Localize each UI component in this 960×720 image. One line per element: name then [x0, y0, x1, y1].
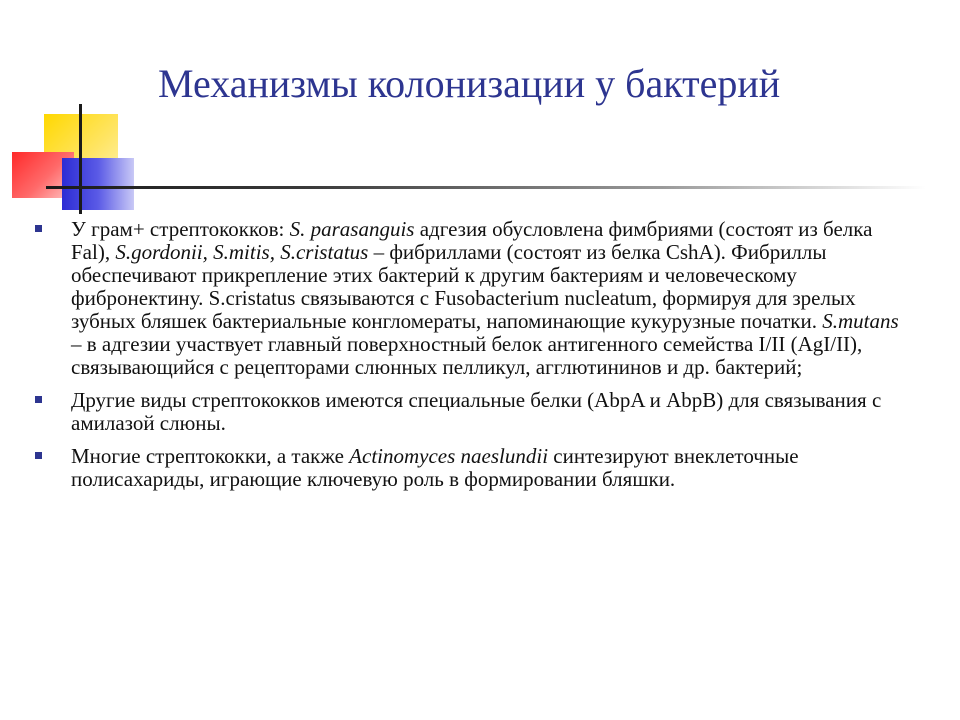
decor-vertical-line	[79, 104, 82, 214]
slide-title: Механизмы колонизации у бактерий	[158, 61, 781, 106]
species-name-italic: Actinomyces naeslundii	[349, 444, 549, 468]
bullet-text	[71, 444, 799, 491]
species-name-italic: S.gordonii, S.mitis, S.cristatus	[115, 240, 369, 264]
square-bullet-icon	[35, 225, 42, 232]
title-underline	[46, 186, 926, 189]
species-name-italic: S. parasanguis	[289, 217, 415, 241]
text-segment: У грам+ стрептококков:	[71, 217, 290, 241]
text-segment: Другие виды стрептококков имеются специальные белки (AbpA и AbpB) для связывания с амилазой слюны.	[71, 388, 882, 435]
decor-blue-square	[62, 158, 134, 210]
bullet-text	[71, 217, 899, 379]
text-segment: – в адгезии участвует главный поверхностный белок антигенного семейства I/II (AgI/II), связывающийся с рецепторами слюнных пелликул, агглютининов и др. бактерий;	[71, 332, 863, 379]
text-segment: – фибриллами (состоят из белка CshA). Фибриллы обеспечивают прикрепление этих бактерий к другим бактериям и человеческому фибронектину. S.cristatus связываются с Fusobacterium nucleatum, формируя для зрелых зубных бляшек бактериальные конгломераты, напоминающие кукурузные початки.	[71, 240, 856, 333]
bullet-text	[71, 388, 881, 435]
text-segment: адгезия обусловлена фимбриями (состоят из белка Fal),	[71, 217, 873, 264]
bullet-item-amylase-binding	[34, 389, 914, 435]
species-name-italic: S.mutans	[822, 309, 899, 333]
bullet-list	[34, 218, 914, 501]
bullet-item-streptococci-adhesion	[34, 218, 914, 379]
bullet-item-polysaccharides	[34, 445, 914, 491]
square-bullet-icon	[35, 452, 42, 459]
square-bullet-icon	[35, 396, 42, 403]
text-segment: Многие стрептококки, а также	[71, 444, 350, 468]
text-segment: синтезируют внеклеточные полисахариды, играющие ключевую роль в формировании бляшки.	[71, 444, 799, 491]
